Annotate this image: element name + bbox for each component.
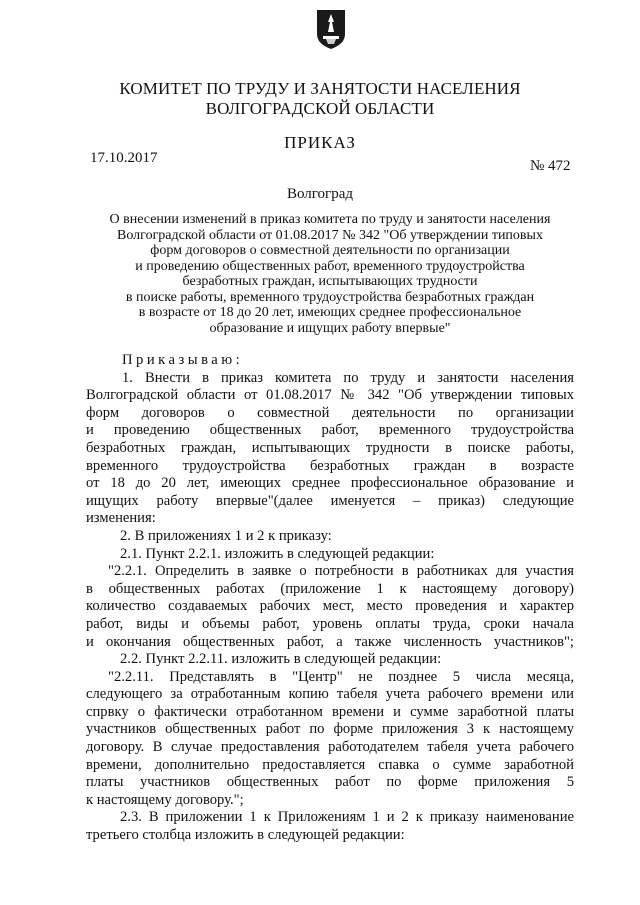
body-line: форм договоров о совместной деятельности по организации xyxy=(86,404,574,421)
subject-line: безработных граждан, испытывающих трудности xyxy=(182,274,478,289)
subject-line: О внесении изменений в приказ комитета по труду и занятости населения xyxy=(109,212,551,227)
body-line: 2.1. Пункт 2.2.1. изложить в следующей редакции: xyxy=(120,545,435,562)
body-line: следующего за отработанным копию табеля учета рабочего времени или xyxy=(86,686,574,703)
coat-of-arms-icon xyxy=(315,8,347,50)
document-number: № 472 xyxy=(530,158,571,174)
body-line: 2.2. Пункт 2.2.11. изложить в следующей редакции: xyxy=(120,651,442,668)
body-line: "2.2.1. Определить в заявке о потребности в работниках для участия xyxy=(108,563,574,580)
body-line: 2.3. В приложении 1 к Приложениям 1 и 2 к приказу наименование xyxy=(120,809,574,826)
city-name: Волгоград xyxy=(286,186,353,202)
body-line: спрвку о фактически отработанном времени и сумме заработной платы xyxy=(86,703,574,720)
subject-line: в возрасте от 18 до 20 лет, имеющих среднее профессиональное xyxy=(138,305,522,320)
body-line: в общественных работах (приложение 1 к настоящему договору) xyxy=(86,580,574,597)
document-type: ПРИКАЗ xyxy=(284,133,356,152)
subject-line: в поиске работы, временного трудоустройства безработных граждан xyxy=(125,289,535,305)
document-date: 17.10.2017 xyxy=(90,150,158,166)
body-line: безработных граждан, испытывающих трудности в поиске работы, xyxy=(86,439,574,456)
document-subject xyxy=(60,212,600,336)
subject-line: Волгоградской области от 01.08.2017 № 342 "Об утверждении типовых xyxy=(117,227,543,243)
org-name-line1: КОМИТЕТ ПО ТРУДУ И ЗАНЯТОСТИ НАСЕЛЕНИЯ xyxy=(119,79,521,98)
body-line: временного трудоустройства безработных граждан в возрасте xyxy=(86,457,574,474)
body-line: третьего столбца изложить в следующей редакции: xyxy=(86,827,405,844)
body-line: участников общественных работ по форме приложения 3 к настоящему xyxy=(86,721,574,738)
body-line: договору. В случае предоставления работодателем табеля учета рабочего xyxy=(86,739,574,756)
body-line: от 18 до 20 лет, имеющих среднее профессиональное образование и xyxy=(86,475,574,492)
body-line: 1. Внести в приказ комитета по труду и занятости населения xyxy=(122,369,574,386)
body-line: к настоящему договору."; xyxy=(86,791,244,808)
body-line: 2. В приложениях 1 и 2 к приказу: xyxy=(120,527,332,544)
subject-line: форм договоров о совместной деятельности по организации xyxy=(150,243,510,258)
body-line: количество создаваемых рабочих мест, место проведения и характер xyxy=(86,598,574,615)
body-line: и проведению общественных работ, временного трудоустройства xyxy=(86,422,574,439)
body-line: работ, виды и объемы работ, уровень оплаты труда, сроки начала xyxy=(86,615,574,632)
subject-line: и проведению общественных работ, временного трудоустройства xyxy=(135,258,525,274)
subject-line: образование и ищущих работу впервые" xyxy=(209,320,451,336)
order-body xyxy=(86,352,574,845)
body-line: времени, дополнительно предоставляется спавка о сумме заработной xyxy=(86,756,574,773)
body-line: и окончания общественных работ, а также численность участников"; xyxy=(86,633,574,650)
body-line: Волгоградской области от 01.08.2017 № 342 "Об утверждении типовых xyxy=(86,387,574,404)
org-name-line2: ВОЛГОГРАДСКОЙ ОБЛАСТИ xyxy=(205,99,435,118)
body-line: "2.2.11. Представлять в "Центр" не позднее 5 числа месяца, xyxy=(108,668,574,685)
order-word: Приказываю: xyxy=(122,352,244,368)
body-line: платы участников общественных работ по форме приложения 5 xyxy=(86,774,574,791)
body-line: ищущих работу впервые"(далее именуется – приказ) следующие xyxy=(86,492,574,509)
body-line: изменения: xyxy=(86,510,156,527)
